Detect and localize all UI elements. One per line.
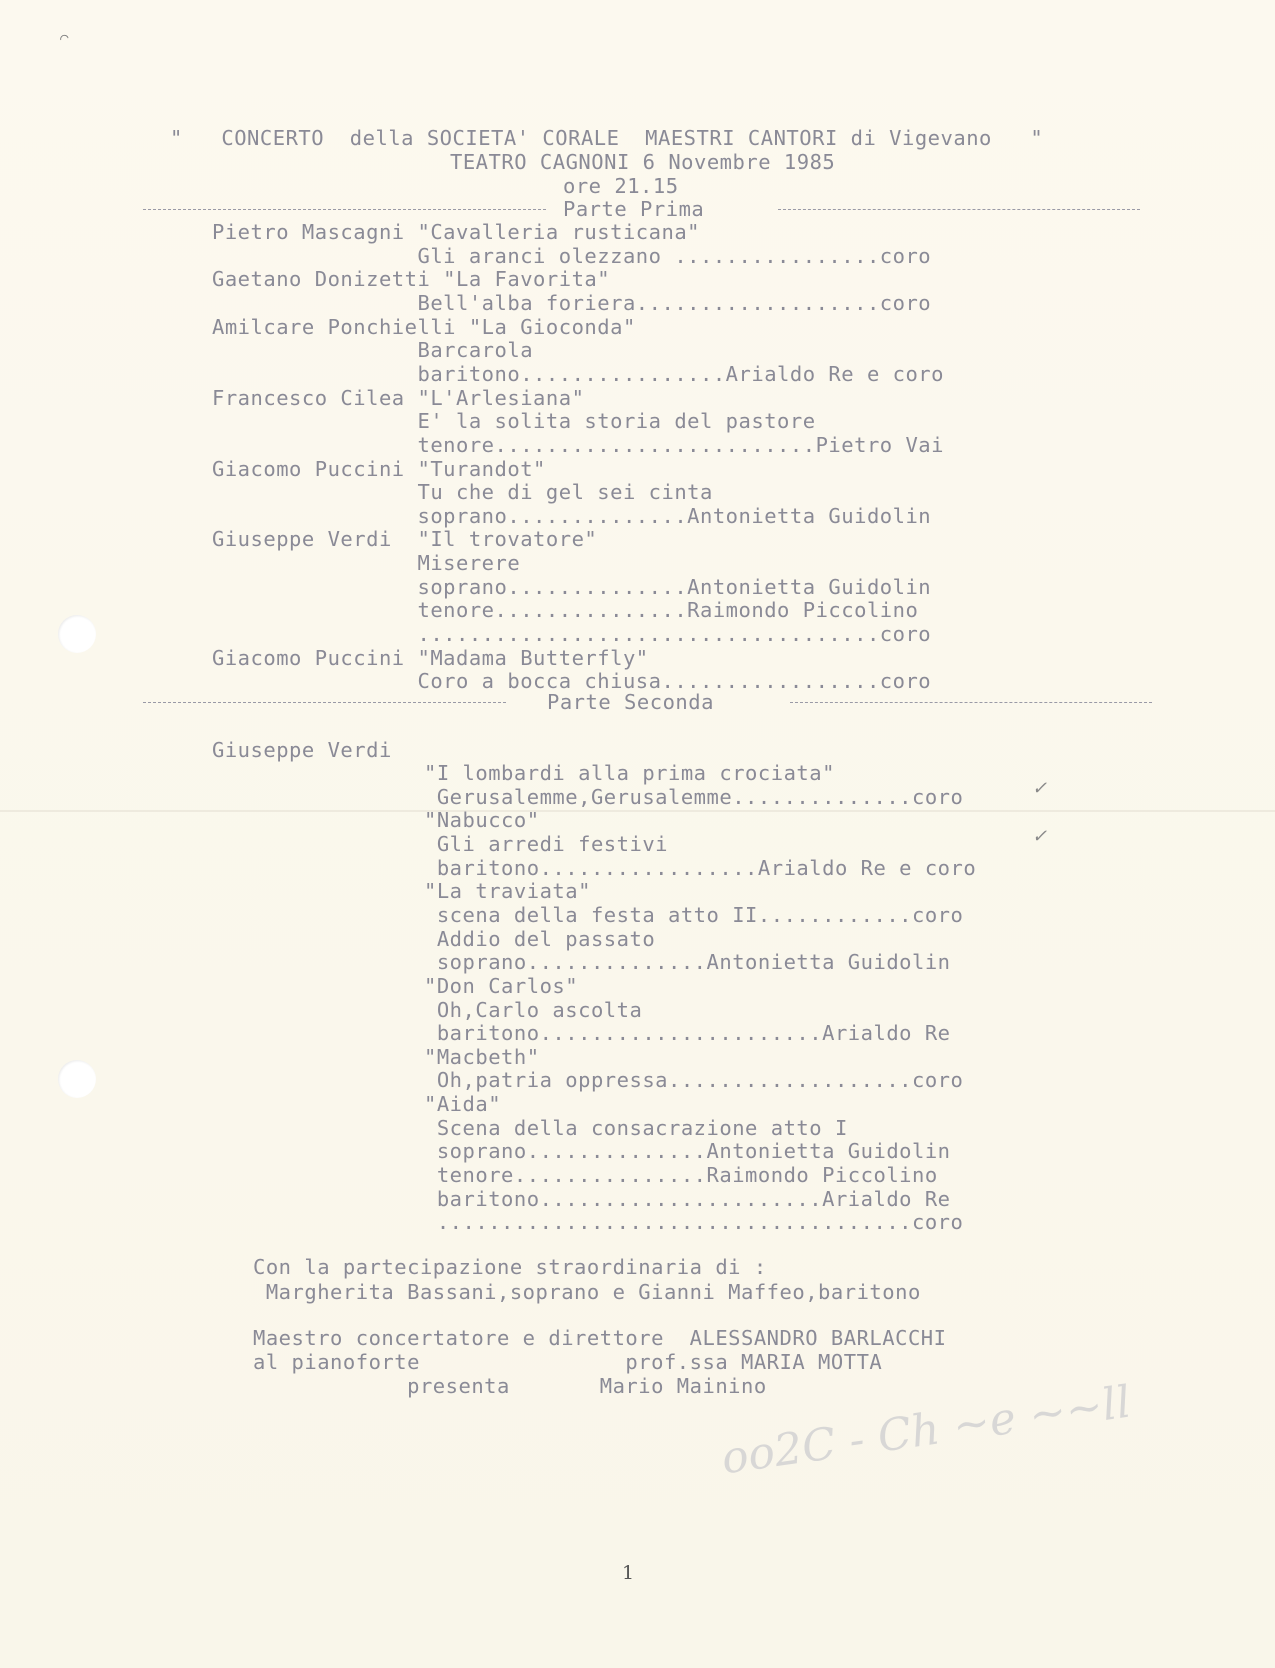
maestro-line: Maestro concertatore e direttore ALESSANDRO BARLACCHI [253, 1326, 947, 1350]
program-line: baritono......................Arialdo Re [424, 1186, 951, 1211]
program-line: Miserere [212, 551, 521, 576]
page-number: 1 [622, 1562, 635, 1584]
program-line: tenore...............Raimondo Piccolino [424, 1163, 938, 1188]
divider-right [790, 702, 1152, 703]
program-line: "Don Carlos" [424, 973, 579, 998]
program-line: soprano..............Antonietta Guidolin [212, 503, 932, 528]
program-line: baritono.................Arialdo Re e coro [424, 855, 977, 880]
program-line: Barcarola [212, 338, 534, 363]
program-line: ....................................coro [212, 622, 932, 647]
pianoforte-line: al pianoforte prof.ssa MARIA MOTTA [253, 1350, 883, 1374]
program-line: Amilcare Ponchielli "La Gioconda" [212, 314, 636, 339]
punch-hole-top [58, 615, 96, 653]
presenta-line: presenta Mario Mainino [253, 1374, 767, 1398]
program-line: Giacomo Puccini "Turandot" [212, 456, 546, 481]
concert-time: ore 21.15 [563, 174, 679, 198]
divider-left [143, 702, 506, 703]
ink-mark: ⌒ [58, 29, 71, 47]
program-line: "Macbeth" [424, 1044, 540, 1069]
program-line: baritono......................Arialdo Re [424, 1021, 951, 1046]
punch-hole-bottom [58, 1060, 96, 1098]
program-line: E' la solita storia del pastore [212, 409, 816, 434]
program-line: scena della festa atto II............coro [424, 902, 964, 927]
pencil-margin-note: oo2C - Ch ~e ~~ll [718, 1376, 1134, 1485]
program-line: Giuseppe Verdi "Il trovatore" [212, 527, 598, 552]
program-line: Pietro Mascagni "Cavalleria rusticana" [212, 220, 700, 244]
paper-fold-crease [0, 810, 1275, 812]
part2-composer: Giuseppe Verdi [212, 738, 392, 762]
program-line: tenore...............Raimondo Piccolino [212, 598, 919, 623]
partecipazione-names: Margherita Bassani,soprano e Gianni Maffeo,baritono [253, 1280, 921, 1304]
program-line: Gli arredi festivi [424, 831, 668, 856]
program-line: Oh,Carlo ascolta [424, 997, 643, 1022]
program-line: Addio del passato [424, 926, 656, 951]
program-line: Francesco Cilea "L'Arlesiana" [212, 385, 585, 410]
program-line: Tu che di gel sei cinta [212, 480, 713, 505]
program-line: "I lombardi alla prima crociata" [424, 761, 835, 785]
program-line: Gli aranci olezzano ................coro [212, 243, 932, 268]
check-mark-icon: ✓ [1032, 778, 1048, 799]
program-line: Oh,patria oppressa...................coro [424, 1068, 964, 1093]
program-line: Gerusalemme,Gerusalemme..............coro [424, 784, 964, 809]
part1-title: Parte Prima [563, 197, 705, 221]
part2-title: Parte Seconda [547, 690, 714, 714]
program-line: Gaetano Donizetti "La Favorita" [212, 267, 611, 292]
partecipazione-label: Con la partecipazione straordinaria di : [253, 1255, 767, 1279]
program-line: Bell'alba foriera...................coro [212, 290, 932, 315]
program-line: Scena della consacrazione atto I [424, 1115, 848, 1140]
program-line: "Aida" [424, 1092, 502, 1117]
program-line: .....................................coro [424, 1210, 964, 1235]
divider-right [778, 209, 1140, 210]
program-line: "La traviata" [424, 879, 591, 904]
venue-date: TEATRO CAGNONI 6 Novembre 1985 [450, 150, 836, 174]
program-line: tenore.........................Pietro Vai [212, 432, 944, 457]
program-line: Giacomo Puccini "Madama Butterfly" [212, 645, 649, 670]
program-line: soprano..............Antonietta Guidolin [424, 1139, 951, 1164]
concert-title: " CONCERTO della SOCIETA' CORALE MAESTRI CANTORI di Vigevano " [170, 126, 1044, 150]
program-line: Coro a bocca chiusa.................coro [212, 669, 932, 694]
divider-left [143, 209, 546, 210]
program-line: soprano..............Antonietta Guidolin [424, 950, 951, 975]
check-mark-icon: ✓ [1032, 826, 1048, 847]
program-line: "Nabucco" [424, 808, 540, 833]
program-line: baritono................Arialdo Re e coro [212, 361, 944, 386]
program-line: soprano..............Antonietta Guidolin [212, 574, 932, 599]
